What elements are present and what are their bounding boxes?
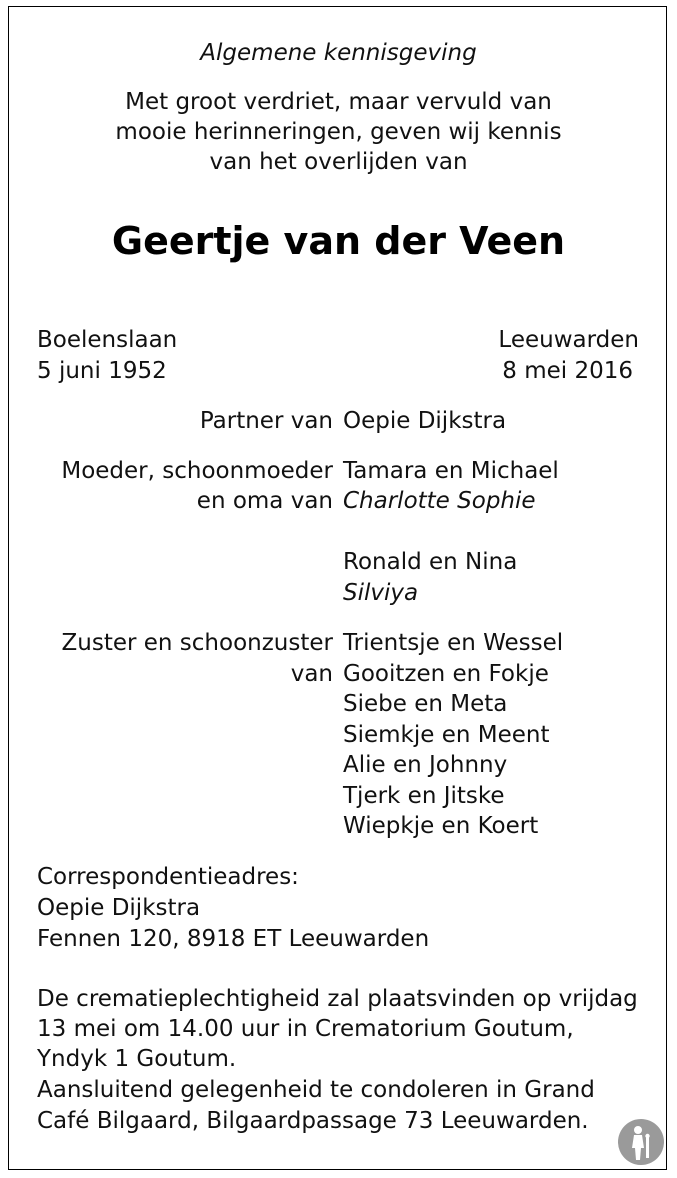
sibling-pair: Wiepkje en Koert bbox=[343, 813, 539, 839]
intro-line-2: mooie herinneringen, geven wij kennis bbox=[115, 119, 562, 145]
death-date: 8 mei 2016 bbox=[502, 358, 633, 384]
sibling-pair: Trientsje en Wessel bbox=[343, 630, 564, 656]
memorial-logo-icon bbox=[617, 1118, 665, 1166]
correspondence-label: Correspondentieadres: bbox=[37, 864, 299, 890]
intro-line-1: Met groot verdriet, maar vervuld van bbox=[125, 89, 552, 115]
ceremony-line-4: Aansluitend gelegenheid te condoleren in Grand bbox=[37, 1077, 595, 1103]
sibling-pair: Siebe en Meta bbox=[343, 691, 508, 717]
child-names: Ronald en Nina bbox=[343, 549, 518, 575]
notice-type: Algemene kennisgeving bbox=[200, 40, 477, 66]
correspondence-name: Oepie Dijkstra bbox=[37, 895, 201, 921]
sibling-pair: Alie en Johnny bbox=[343, 752, 508, 778]
partner-label: Partner van bbox=[199, 408, 333, 434]
partner-name: Oepie Dijkstra bbox=[343, 408, 507, 434]
child-names: Tamara en Michael bbox=[343, 458, 559, 484]
intro-line-3: van het overlijden van bbox=[209, 149, 468, 175]
grandchild-name: Charlotte Sophie bbox=[343, 488, 536, 514]
mother-label-1: Moeder, schoonmoeder bbox=[61, 458, 333, 484]
correspondence-address: Fennen 120, 8918 ET Leeuwarden bbox=[37, 926, 430, 952]
birth-place: Boelenslaan bbox=[37, 327, 178, 353]
grandchild-name: Silviya bbox=[343, 580, 419, 606]
sibling-pair: Tjerk en Jitske bbox=[343, 783, 505, 809]
ceremony-line-2: 13 mei om 14.00 uur in Crematorium Goutum, bbox=[37, 1016, 574, 1042]
sister-label-1: Zuster en schoonzuster bbox=[61, 630, 333, 656]
mother-label-2: en oma van bbox=[196, 488, 333, 514]
ceremony-line-1: De crematieplechtigheid zal plaatsvinden op vrijdag bbox=[37, 986, 638, 1012]
death-place: Leeuwarden bbox=[498, 327, 639, 353]
sibling-pair: Gooitzen en Fokje bbox=[343, 661, 549, 687]
ceremony-line-5: Café Bilgaard, Bilgaardpassage 73 Leeuwarden. bbox=[37, 1108, 589, 1134]
deceased-name: Geertje van der Veen bbox=[111, 219, 566, 263]
sibling-pair: Siemkje en Meent bbox=[343, 722, 550, 748]
ceremony-line-3: Yndyk 1 Goutum. bbox=[37, 1046, 237, 1072]
sister-label-2: van bbox=[290, 661, 333, 687]
birth-date: 5 juni 1952 bbox=[37, 358, 167, 384]
